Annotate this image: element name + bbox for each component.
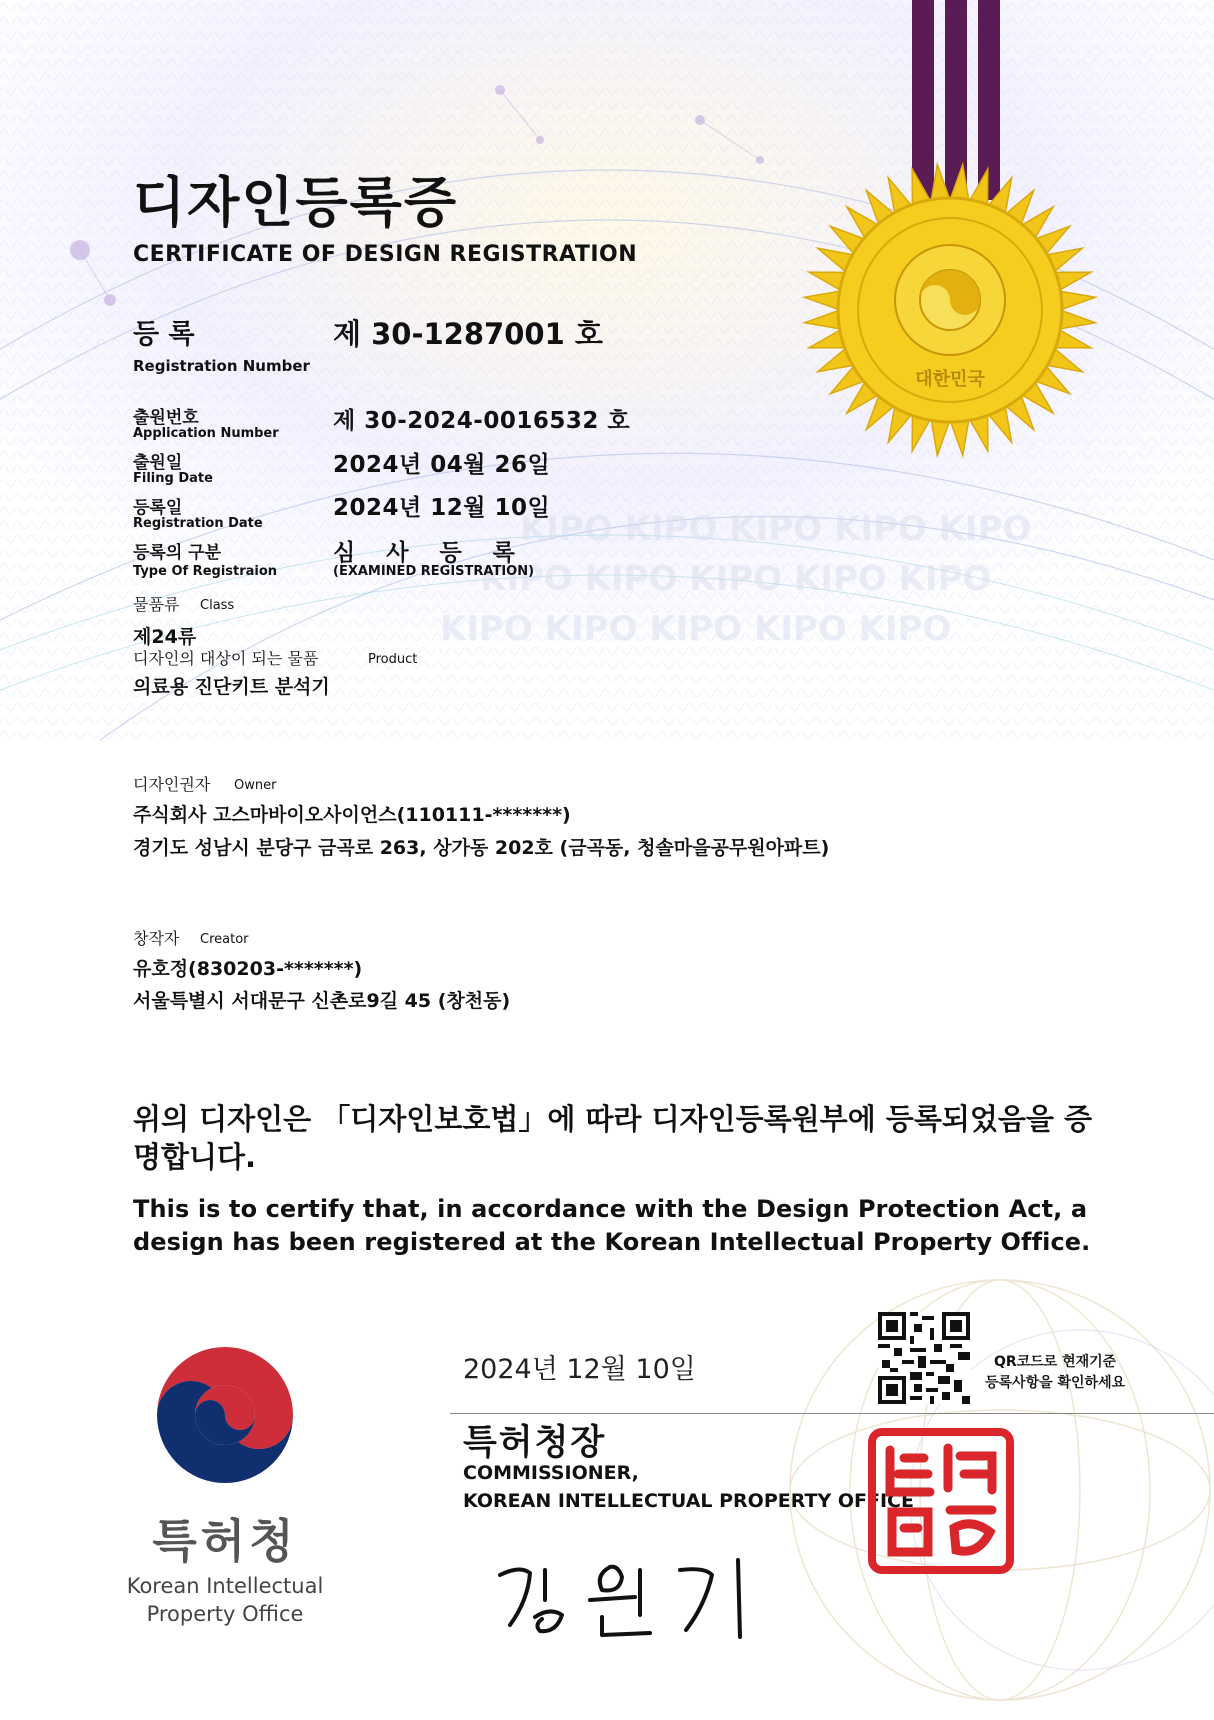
creator-label: 창작자: [133, 929, 180, 948]
creator-address: 서울특별시 서대문구 신촌로9길 45 (창천동): [133, 990, 511, 1012]
creator-name: 유호정(830203-*******): [133, 958, 363, 980]
product-label: 디자인의 대상이 되는 물품: [133, 649, 319, 668]
owner-address: 경기도 성남시 분당구 금곡로 263, 상가동 202호 (금곡동, 청솔마을공무원아파트): [133, 837, 830, 859]
registration-date: 2024년 12월 10일: [333, 495, 551, 521]
registration-date-label-en: Registration Date: [133, 516, 263, 531]
page-subtitle: CERTIFICATE OF DESIGN REGISTRATION: [133, 242, 638, 267]
svg-text:KIPO KIPO KIPO KIPO KIPO: KIPO KIPO KIPO KIPO KIPO: [440, 609, 952, 649]
seal-emblem-text: 대한민국: [915, 369, 985, 390]
creator-label-en: Creator: [200, 932, 249, 947]
commissioner-signature: [490, 1545, 770, 1645]
owner-label: 디자인권자: [133, 775, 211, 794]
svg-text:KIPO KIPO KIPO KIPO KIPO: KIPO KIPO KIPO KIPO KIPO: [520, 509, 1032, 549]
page-title: 디자인등록증: [133, 171, 458, 234]
commissioner-title-en-2: KOREAN INTELLECTUAL PROPERTY OFFICE: [463, 1490, 914, 1512]
owner-name: 주식회사 고스마바이오사이언스(110111-*******): [133, 804, 571, 826]
gold-seal-emblem: [800, 160, 1100, 460]
commissioner-title-ko: 특허청장: [463, 1423, 607, 1463]
registration-type-label: 등록의 구분: [133, 543, 222, 563]
registration-date-label: 등록일: [133, 498, 183, 518]
registration-type-en: (EXAMINED REGISTRATION): [333, 564, 535, 579]
class-label-en: Class: [200, 598, 235, 613]
application-label: 출원번호: [133, 408, 199, 428]
product-value: 의료용 진단키트 분석기: [133, 676, 330, 698]
qr-note-line1: QR코드로 현재기준: [993, 1354, 1117, 1370]
application-label-en: Application Number: [133, 426, 279, 441]
kipo-logo-name-ko: 특허청: [152, 1514, 298, 1568]
product-label-en: Product: [368, 652, 418, 667]
filing-date-label-en: Filing Date: [133, 471, 213, 486]
registration-label-en: Registration Number: [133, 357, 310, 375]
certification-statement-en: This is to certify that, in accordance with the Design Protection Act, a design has been registered at the Korean Intellectual Property Office.: [133, 1195, 1091, 1256]
certification-statement-ko: 위의 디자인은 「디자인보호법」에 따라 디자인등록원부에 등록되었음을 증명합니다.: [133, 1102, 1092, 1174]
class-label: 물품류: [133, 595, 180, 614]
qr-note: [985, 1352, 1125, 1394]
registration-type: 심 사 등 록: [333, 540, 516, 566]
kipo-logo-name-en: Korean Intellectual Property Office: [126, 1574, 324, 1626]
registration-type-label-en: Type Of Registraion: [133, 564, 278, 579]
registration-label: 등 록: [133, 319, 195, 350]
svg-text:KIPO KIPO KIPO KIPO KIPO: KIPO KIPO KIPO KIPO KIPO: [480, 559, 992, 599]
signature-rule: [450, 1413, 1214, 1414]
registration-number: 제 30-1287001 호: [333, 317, 603, 351]
filing-date-label: 출원일: [133, 453, 183, 473]
qr-code[interactable]: [878, 1312, 970, 1404]
commissioner-title-en-1: COMMISSIONER,: [463, 1462, 639, 1484]
kipo-taegeuk-logo: [155, 1345, 295, 1485]
official-red-stamp: [868, 1428, 1014, 1574]
issue-date: 2024년 12월 10일: [463, 1354, 696, 1385]
qr-note-line2: 등록사항을 확인하세요: [985, 1375, 1126, 1391]
owner-label-en: Owner: [234, 778, 277, 793]
filing-date: 2024년 04월 26일: [333, 452, 551, 478]
class-value: 제24류: [133, 626, 197, 648]
application-number: 제 30-2024-0016532 호: [333, 408, 631, 434]
